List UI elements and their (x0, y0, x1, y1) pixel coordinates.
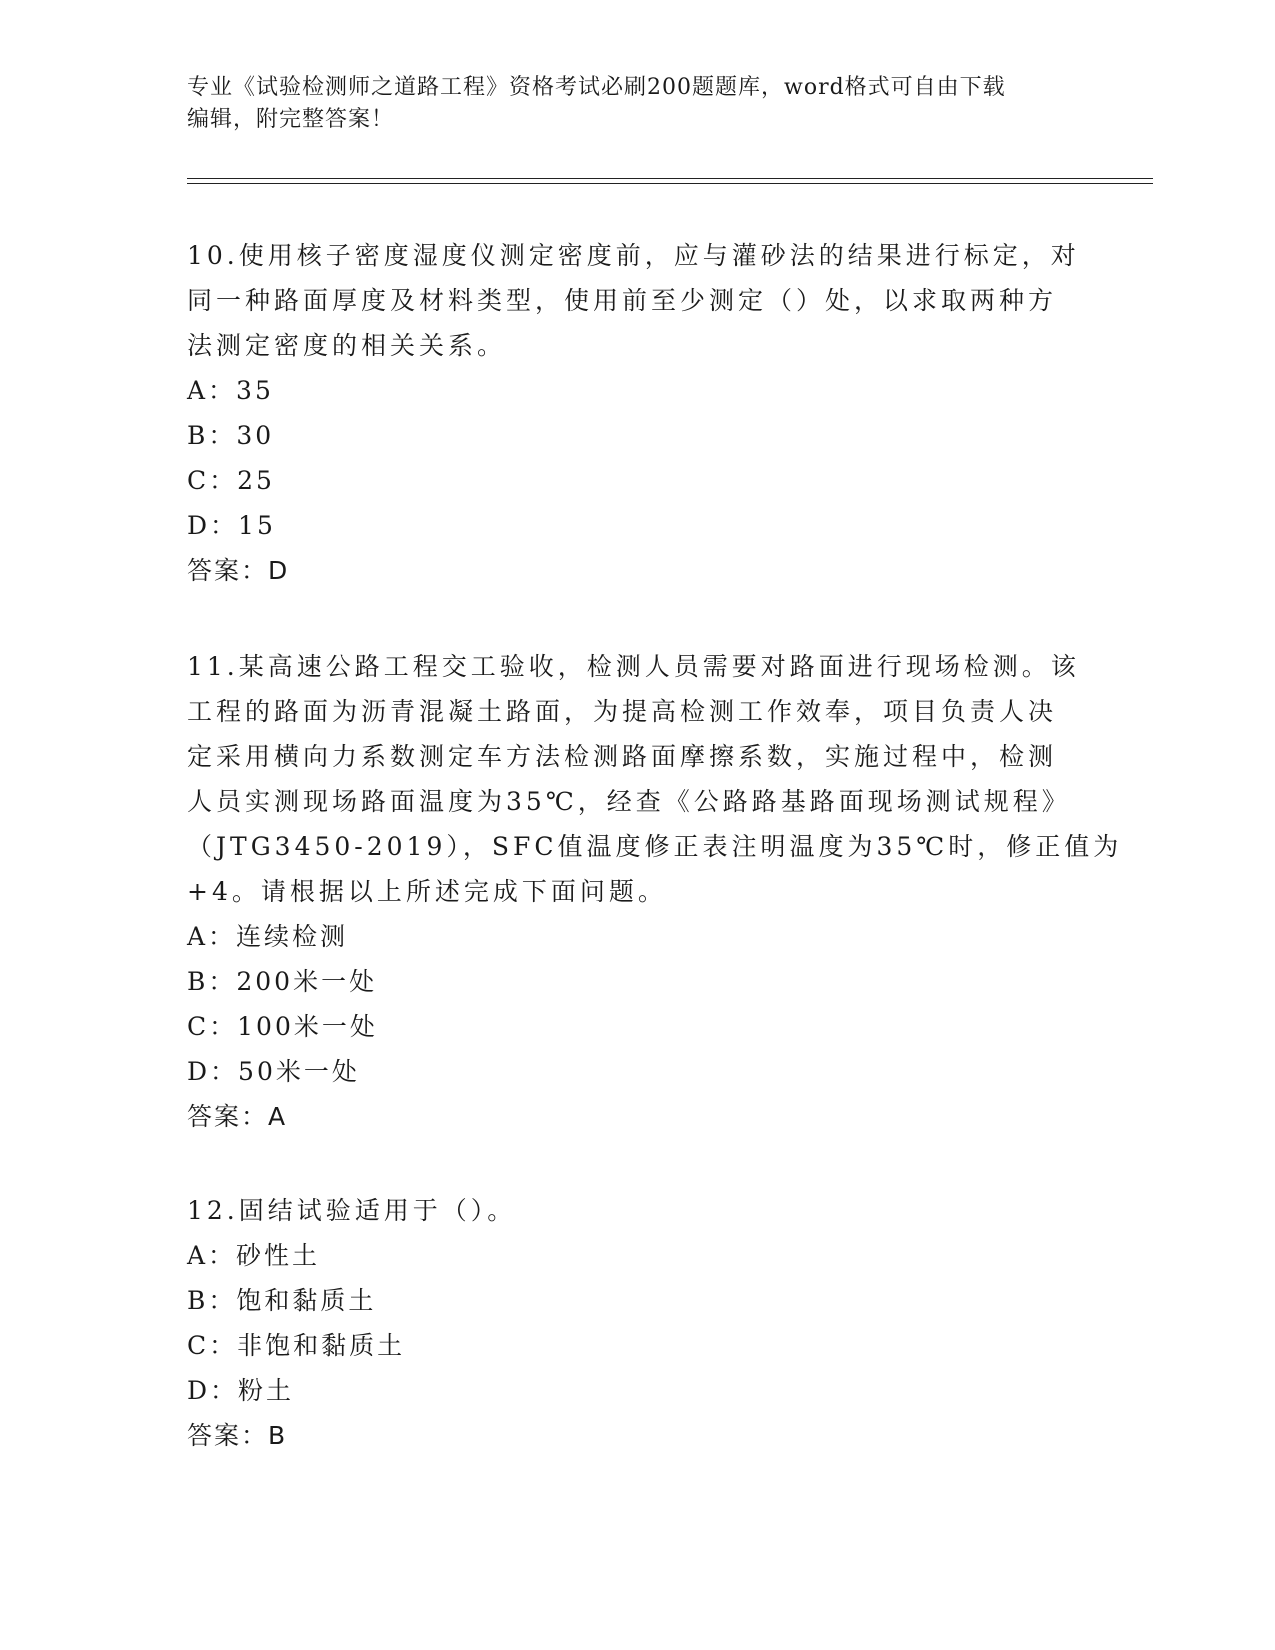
header-divider (187, 178, 1153, 179)
question-11 (187, 644, 1123, 1139)
question-stem-line: 工程的路面为沥青混凝土路面，为提高检测工作效奉，项目负责人决 (187, 697, 1058, 726)
option-b: B：饱和黏质土 (187, 1286, 377, 1315)
option-b: B：30 (187, 421, 275, 450)
answer: 答案：D (187, 556, 290, 585)
question-stem-line: 定采用横向力系数测定车方法检测路面摩擦系数，实施过程中，检测 (187, 742, 1058, 771)
option-a: A：35 (187, 376, 274, 405)
option-a: A：连续检测 (187, 922, 349, 951)
question-stem-line: +4。请根据以上所述完成下面问题。 (187, 877, 667, 906)
answer: 答案：A (187, 1102, 288, 1131)
option-c: C：100米一处 (187, 1012, 378, 1041)
option-c: C：25 (187, 466, 275, 495)
option-d: D：粉土 (187, 1376, 295, 1405)
question-stem-line: 10.使用核子密度湿度仪测定密度前，应与灌砂法的结果进行标定，对 (187, 241, 1080, 270)
question-stem-line: 人员实测现场路面温度为35℃，经查《公路路基路面现场测试规程》 (187, 787, 1071, 816)
header-line: 专业《试验检测师之道路工程》资格考试必刷200题题库，word格式可自由下载 (187, 75, 1006, 100)
answer: 答案：B (187, 1421, 288, 1450)
option-d: D：50米一处 (187, 1057, 360, 1086)
question-stem-line: 法测定密度的相关关系。 (187, 331, 507, 360)
question-stem-line: 12.固结试验适用于（）。 (187, 1196, 517, 1225)
question-stem-line: 11.某高速公路工程交工验收，检测人员需要对路面进行现场检测。该 (187, 652, 1080, 681)
question-10 (187, 233, 1087, 593)
header-divider (187, 183, 1153, 184)
option-a: A：砂性土 (187, 1241, 321, 1270)
option-c: C：非饱和黏质土 (187, 1331, 406, 1360)
header-line: 编辑，附完整答案！ (187, 107, 395, 132)
question-stem-line: （JTG3450-2019），SFC值温度修正表注明温度为35℃时，修正值为 (187, 832, 1123, 861)
document-header (187, 72, 1067, 136)
option-b: B：200米一处 (187, 967, 378, 996)
question-stem-line: 同一种路面厚度及材料类型，使用前至少测定（）处，以求取两种方 (187, 286, 1058, 315)
option-d: D：15 (187, 511, 276, 540)
question-12 (187, 1188, 1087, 1458)
